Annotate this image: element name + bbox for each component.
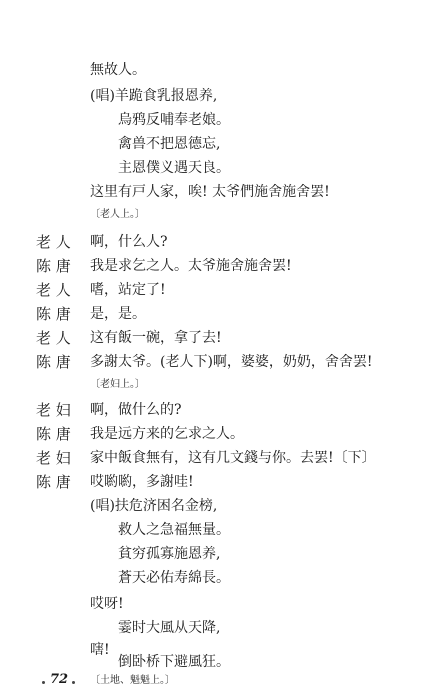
song-line: 救人之急福無量。: [118, 522, 230, 538]
song-line: 霎时大風从天降,: [118, 620, 221, 636]
speaker-label: 老 人: [36, 233, 71, 251]
speaker-label: 老 人: [36, 281, 71, 299]
stage-direction: 〔老人上。〕: [90, 209, 145, 220]
speaker-label: 陈 唐: [36, 425, 71, 443]
page-number-dot: [42, 681, 45, 684]
dialogue-text: 我是远方来的乞求之人。: [90, 426, 244, 442]
speaker-label: 陈 唐: [36, 353, 71, 371]
song-line: 貧穷孤寡施恩养,: [118, 546, 221, 562]
speaker-label: 老 妇: [36, 401, 71, 419]
speaker-label: 陈 唐: [36, 473, 71, 491]
text-line: 烏鸦反哺奉老娘。: [118, 112, 230, 128]
exclamation: 嗐!: [90, 642, 110, 658]
exclamation: 哎呀!: [90, 596, 124, 612]
dialogue-text: 哎喲喲，多謝哇!: [90, 474, 194, 490]
dialogue-text: 嗜，站定了!: [90, 282, 166, 298]
stage-direction: 〔土地、魁魁上。〕: [90, 675, 175, 686]
speaker-label: 陈 唐: [36, 305, 71, 323]
dialogue-text: 这有飯一碗，拿了去!: [90, 330, 222, 346]
text-line: 这里有戸人家，唉! 太爷們施舍施舍罢!: [90, 184, 330, 200]
dialogue-text: 多謝太爷。(老人下)啊，婆婆，奶奶，舍舍罢!: [90, 354, 373, 370]
page-number-dot: [72, 681, 75, 684]
page-number: 72: [50, 672, 69, 687]
text-line: (唱)羊跪食乳报恩养,: [90, 88, 218, 104]
dialogue-text: 啊，什么人?: [90, 234, 168, 250]
dialogue-text: 啊，做什么的?: [90, 402, 182, 418]
text-line: 禽兽不把恩德忘,: [118, 136, 221, 152]
dialogue-text: 家中飯食無有，这有几文錢与你。去罢!〔下〕: [90, 450, 376, 466]
song-line: (唱)扶危济困名金榜,: [90, 498, 218, 514]
text-line: 無故人。: [90, 62, 146, 78]
dialogue-text: 我是求乞之人。太爷施舍施舍罢!: [90, 258, 292, 274]
text-line: 主恩僕义遇天良。: [118, 160, 230, 176]
song-line: 蒼天必佑寿綿長。: [118, 570, 230, 586]
speaker-label: 老 妇: [36, 449, 71, 467]
speaker-label: 老 人: [36, 329, 71, 347]
dialogue-text: 是，是。: [90, 306, 146, 322]
stage-direction: 〔老妇上。〕: [90, 379, 145, 390]
song-line: 倒卧桥下避風狂。: [118, 654, 230, 670]
speaker-label: 陈 唐: [36, 257, 71, 275]
